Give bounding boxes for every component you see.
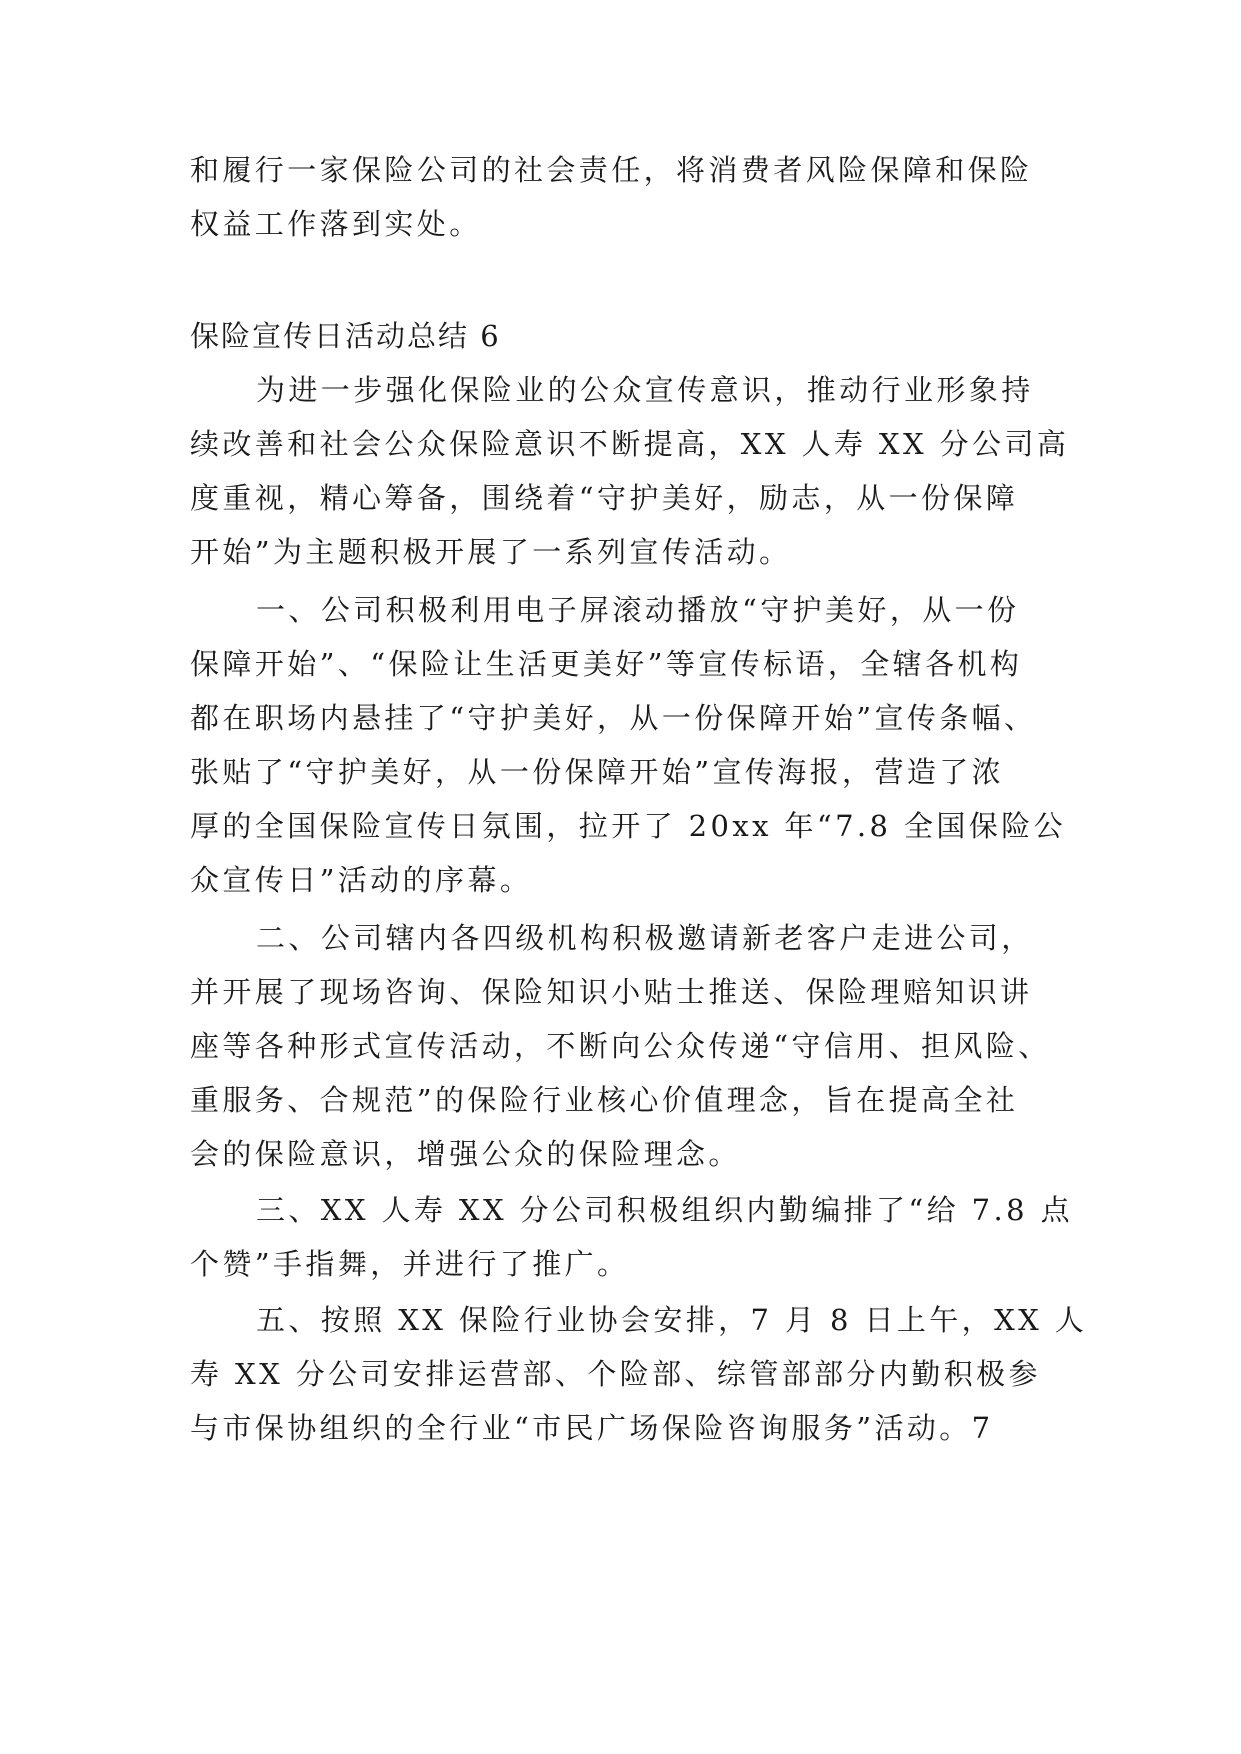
text-line: 张贴了“守护美好，从一份保障开始”宣传海报，营造了浓: [190, 755, 1005, 789]
text-line: 众宣传日”活动的序幕。: [190, 863, 533, 897]
text-line: 都在职场内悬挂了“守护美好，从一份保障开始”宣传条幅、: [190, 701, 1037, 735]
paragraph-first-line: 一、公司积极利用电子屏滚动播放“守护美好，从一份: [256, 593, 1020, 627]
text-line: 并开展了现场咨询、保险知识小贴士推送、保险理赔知识讲: [190, 975, 1033, 1009]
paragraph-first-line: 三、XX 人寿 XX 分公司积极组织内勤编排了“给 7.8 点: [256, 1193, 1074, 1227]
text-line: 座等各种形式宣传活动，不断向公众传递“守信用、担风险、: [190, 1029, 1051, 1063]
text-line: 保障开始”、“保险让生活更美好”等宣传标语，全辖各机构: [190, 647, 1023, 681]
text-line: 厚的全国保险宣传日氛围，拉开了 20xx 年“7.8 全国保险公: [190, 809, 1067, 843]
paragraph-first-line: 二、公司辖内各四级机构积极邀请新老客户走进公司，: [256, 921, 1034, 955]
text-line: 开始”为主题积极开展了一系列宣传活动。: [190, 535, 792, 569]
text-line: 与市保协组织的全行业“市民广场保险咨询服务”活动。7: [190, 1411, 994, 1445]
text-line: 个赞”手指舞，并进行了推广。: [190, 1247, 630, 1281]
text-line: 和履行一家保险公司的社会责任，将消费者风险保障和保险: [190, 153, 1033, 187]
text-line: 寿 XX 分公司安排运营部、个险部、综管部部分内勤积极参: [190, 1357, 1041, 1391]
text-line: 重服务、合规范”的保险行业核心价值理念，旨在提高全社: [190, 1083, 1019, 1117]
section-heading: 保险宣传日活动总结 6: [190, 319, 501, 353]
text-line: 度重视，精心筹备，围绕着“守护美好，励志，从一份保障: [190, 481, 1019, 515]
text-line: 续改善和社会公众保险意识不断提高，XX 人寿 XX 分公司高: [190, 427, 1070, 461]
text-line: 权益工作落到实处。: [190, 207, 482, 241]
paragraph-first-line: 为进一步强化保险业的公众宣传意识，推动行业形象持: [256, 373, 1034, 407]
text-line: 会的保险意识，增强公众的保险理念。: [190, 1137, 741, 1171]
paragraph-first-line: 五、按照 XX 保险行业协会安排，7 月 8 日上午，XX 人: [256, 1303, 1088, 1337]
